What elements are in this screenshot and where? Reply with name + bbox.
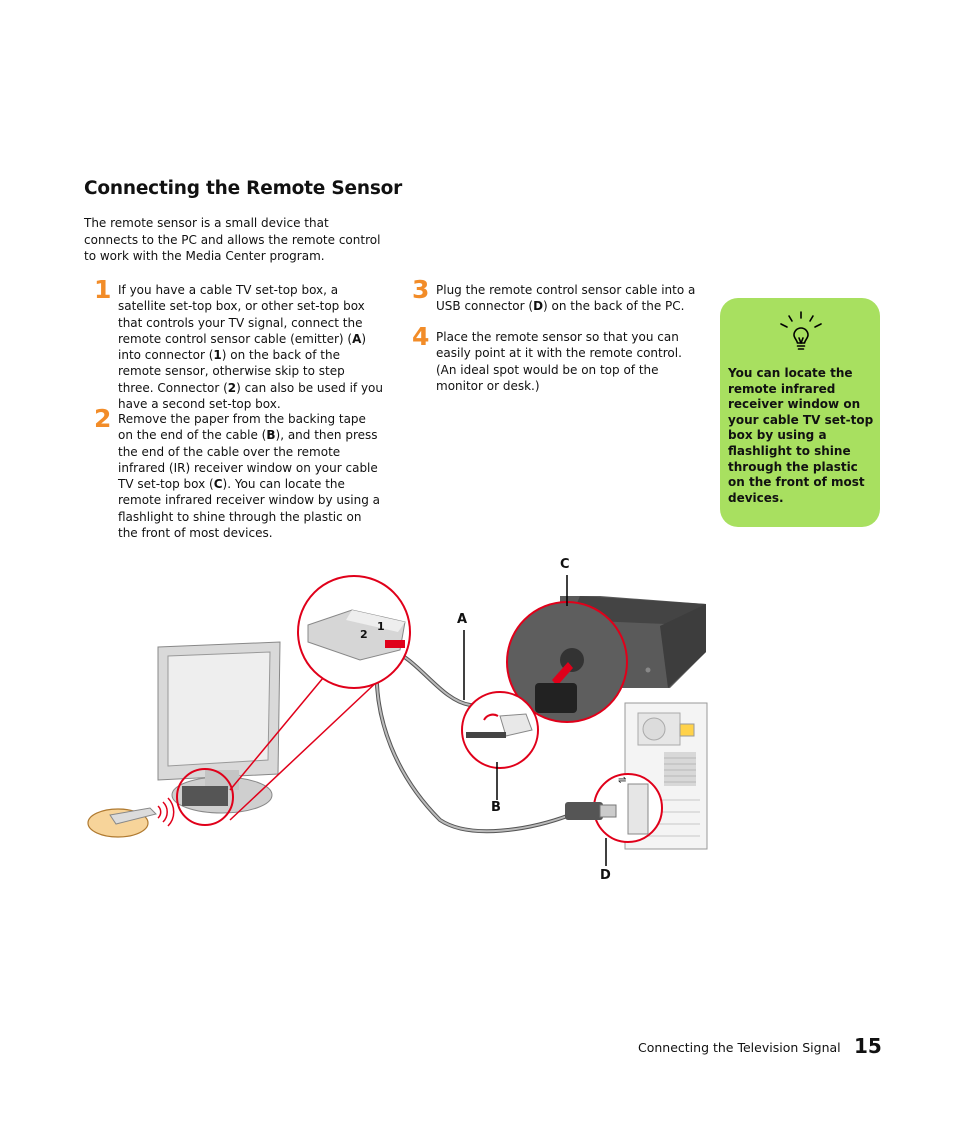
svg-text:⇌: ⇌: [618, 775, 627, 786]
sensor-callout: [298, 576, 410, 688]
step-number: 1: [94, 275, 112, 304]
connector-1-label: 1: [377, 620, 385, 633]
callout-d: D: [600, 868, 611, 883]
step-2-text: Remove the paper from the backing tape on the end of the cable (B), and then press the end of the cable over the remote infrared (IR) receiver window on your cable TV set-top box (C). You can locate the remote infrared receiver window by using a flashlight to shine through the plastic on the front of most devices.: [118, 412, 380, 541]
callout-a: A: [457, 612, 468, 627]
connector-2-label: 2: [360, 628, 368, 641]
step-number: 2: [94, 404, 112, 433]
step-1-text: If you have a cable TV set-top box, a satellite set-top box, or other set-top box that controls your TV signal, connect the remote control sensor cable (emitter) (A) into connector (1) on the back of the remote sensor, otherwise skip to step three. Connector (2) can also be used if you have a second set-top box.: [118, 283, 383, 412]
step-3-text: Plug the remote control sensor cable into a USB connector (D) on the back of the PC.: [436, 283, 696, 314]
callout-b: B: [491, 800, 501, 815]
remote-control: [88, 798, 174, 837]
intro-paragraph: The remote sensor is a small device that connects to the PC and allows the remote control to work with the Media Center program.: [84, 216, 381, 263]
tape-end-callout: [462, 692, 538, 768]
section-title: Connecting the Remote Sensor: [84, 178, 403, 199]
tip-text: You can locate the remote infrared receiver window on your cable TV set-top box by using a flashlight to shine through the plastic on the front of most devices.: [728, 366, 874, 505]
step-number: 4: [412, 322, 430, 351]
step-number: 3: [412, 275, 430, 304]
footer-section-title: Connecting the Television Signal: [638, 1040, 841, 1055]
step-4-text: Place the remote sensor so that you can easily point at it with the remote control. (An ideal spot would be on top of the monitor or desk.): [436, 330, 682, 393]
page-number: 15: [854, 1034, 882, 1058]
callout-c: C: [560, 557, 570, 572]
usb-callout: [565, 774, 662, 842]
